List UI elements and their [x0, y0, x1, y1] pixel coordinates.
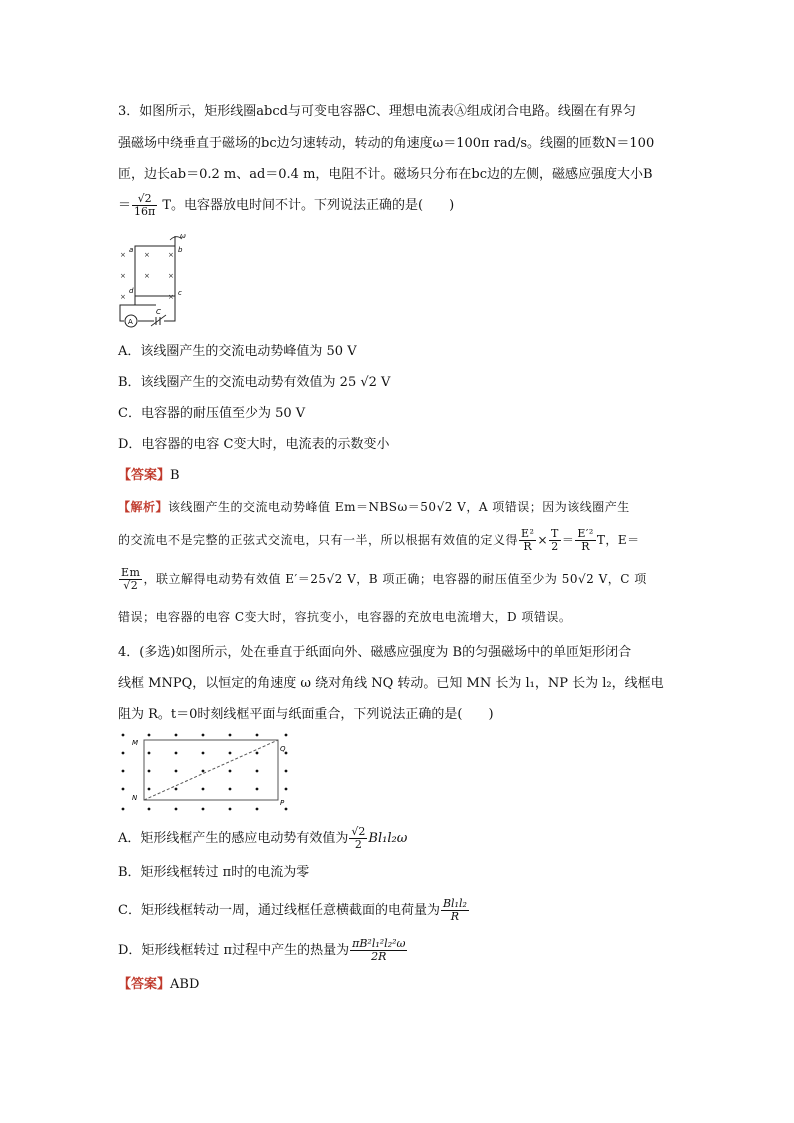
field-dot [229, 788, 232, 791]
q3-analysis-frac-4-den: √2 [123, 579, 139, 592]
q3-analysis-text-1: 该线圈产生的交流电动势峰值 Em＝NBSω＝50√2 V，A 项错误；因为该线圈产生 [168, 500, 630, 514]
q3-option-a: A．该线圈产生的交流电动势峰值为 50 V [118, 344, 357, 359]
q4-option-a [118, 826, 407, 851]
q4-option-d-text: D．矩形线框转过 π过程中产生的热量为 [118, 943, 350, 958]
q3-answer-label: 【答案】 [118, 468, 171, 483]
q4-option-c [118, 898, 470, 923]
q4-option-b: B．矩形线框转过 π时的电流为零 [118, 865, 310, 880]
corner-m-label: M [132, 739, 139, 747]
corner-b-label: b [178, 246, 183, 254]
field-dot [148, 788, 151, 791]
field-dot [175, 808, 178, 811]
field-cross: × [168, 251, 174, 259]
q3-analysis-text-3: ，联立解得电动势有效值 E′＝25√2 V，B 项正确；电容器的耐压值至少为 50√2 V，C 项 [143, 572, 647, 586]
field-dot [148, 808, 151, 811]
q3-stem-line-4-text: T。电容器放电时间不计。下列说法正确的是( ) [158, 198, 455, 213]
field-dot [285, 788, 288, 791]
q3-answer-value: B [170, 468, 180, 483]
field-dot [256, 808, 259, 811]
q3-analysis-eq: ＝ [561, 533, 575, 547]
q4-option-a-frac-den: 2 [354, 838, 362, 851]
q3-b-fraction-den: 16π [134, 205, 156, 218]
q3-analysis-frac-2 [549, 528, 561, 553]
q4-option-a-expr: Bl₁l₂ω [368, 831, 408, 846]
field-cross: × [168, 272, 174, 280]
ammeter-label: A [128, 318, 133, 326]
q4-frame-figure [118, 729, 298, 817]
field-dot [285, 808, 288, 811]
q4-option-a-frac-num: √2 [351, 825, 366, 838]
q3-analysis-text-2a: 的交流电不是完整的正弦式交流电，只有一半，所以根据有效值的定义得 [118, 533, 519, 547]
q4-option-a-frac [349, 826, 367, 851]
q3-analysis-frac-4-num: Em [121, 566, 141, 579]
field-dot [175, 752, 178, 755]
q3-analysis-times: × [537, 533, 549, 547]
field-dot [122, 808, 125, 811]
q3-analysis-line-3 [118, 567, 647, 592]
q4-option-c-frac [441, 898, 469, 923]
q4-option-c-frac-den: R [450, 910, 460, 923]
field-dot [256, 734, 259, 737]
q3-analysis-line-2 [118, 528, 640, 553]
corner-a-label: a [129, 246, 134, 254]
q4-option-c-text: C．矩形线框转动一周，通过线框任意横截面的电荷量为 [118, 903, 440, 918]
q4-option-a-text: A．矩形线框产生的感应电动势有效值为 [118, 831, 349, 846]
q3-option-c: C．电容器的耐压值至少为 50 V [118, 406, 306, 421]
field-cross: × [120, 251, 126, 259]
field-dot [122, 788, 125, 791]
field-dot [202, 808, 205, 811]
field-dot [285, 770, 288, 773]
q3-eq-sign: ＝ [118, 198, 132, 213]
q3-analysis-frac-2-num: T [551, 527, 559, 540]
field-dot [122, 770, 125, 773]
q4-option-c-frac-num: Bl₁l₂ [442, 897, 467, 910]
q4-answer-value: ABD [170, 977, 200, 992]
corner-p-label: P [280, 799, 285, 807]
field-dot [229, 808, 232, 811]
q3-analysis-frac-2-den: 2 [551, 540, 559, 553]
q3-analysis-text-2b: T，E＝ [596, 533, 640, 547]
corner-d-label: d [129, 287, 134, 295]
corner-c-label: c [178, 289, 182, 297]
q3-analysis-frac-3-num: E′² [577, 527, 594, 540]
field-dot [175, 734, 178, 737]
field-dot [122, 734, 125, 737]
q3-option-d: D．电容器的电容 C变大时，电流表的示数变小 [118, 437, 390, 452]
field-cross: × [144, 251, 150, 259]
field-cross: × [120, 293, 126, 301]
q3-stem-line-4 [118, 193, 454, 218]
omega-label: ω [180, 233, 186, 240]
field-dot [285, 734, 288, 737]
q4-answer-label: 【答案】 [118, 977, 171, 992]
field-cross: × [120, 272, 126, 280]
q3-analysis-line-4: 错误；电容器的电容 C变大时，容抗变小，电容器的充放电电流增大，D 项错误。 [118, 610, 572, 624]
field-dot [175, 770, 178, 773]
q4-option-d [118, 938, 408, 963]
q3-coil-figure [116, 233, 190, 328]
field-dot [122, 752, 125, 755]
field-dot [148, 770, 151, 773]
field-dot [202, 788, 205, 791]
q4-stem-line-3: 阻为 R。t＝0时刻线框平面与纸面重合，下列说法正确的是( ) [118, 707, 494, 722]
corner-q-label: Q [280, 745, 286, 753]
q3-analysis-frac-3 [575, 528, 595, 553]
q3-stem-line-1: 3．如图所示，矩形线圈abcd与可变电容器C、理想电流表Ⓐ组成闭合电路。线圈在有界匀 [118, 104, 636, 119]
q4-option-d-frac [350, 938, 407, 963]
field-dot [202, 734, 205, 737]
field-dot [229, 770, 232, 773]
field-dot [229, 752, 232, 755]
field-dot [202, 770, 205, 773]
q3-analysis-frac-4 [119, 567, 142, 592]
q3-analysis-frac-1-num: E² [521, 527, 535, 540]
q4-stem-line-1: 4．(多选)如图所示，处在垂直于纸面向外、磁感应强度为 B的匀强磁场中的单匝矩形闭合 [118, 645, 632, 660]
q3-answer [118, 467, 180, 485]
q3-b-fraction-num: √2 [132, 193, 157, 206]
field-dot [256, 788, 259, 791]
corner-n-label: N [132, 794, 138, 802]
field-cross: × [144, 272, 150, 280]
field-dot [229, 734, 232, 737]
q3-analysis-frac-1-den: R [523, 540, 533, 553]
q3-option-b: B．该线圈产生的交流电动势有效值为 25 √2 V [118, 375, 391, 390]
field-dot [148, 752, 151, 755]
q4-stem-line-2: 线框 MNPQ，以恒定的角速度 ω 绕对角线 NQ 转动。已知 MN 长为 l₁，NP 长为 l₂，线框电 [118, 676, 664, 691]
q3-analysis-frac-1 [519, 528, 536, 553]
field-cross: × [168, 293, 174, 301]
q4-option-d-frac-num: πB²l₁²l₂²ω [352, 937, 406, 950]
q3-stem-line-3: 匝，边长ab＝0.2 m、ad＝0.4 m，电阻不计。磁场只分布在bc边的左侧，磁感应强度大小B [118, 167, 653, 182]
q3-analysis-line-1 [118, 498, 630, 516]
field-dot [148, 734, 151, 737]
q3-analysis-label: 【解析】 [118, 500, 169, 514]
q4-option-d-frac-den: 2R [371, 950, 387, 963]
q4-answer [118, 976, 199, 994]
q3-analysis-frac-3-den: R [581, 540, 590, 553]
field-dot [256, 770, 259, 773]
q3-stem-line-2: 强磁场中绕垂直于磁场的bc边匀速转动，转动的角速度ω＝100π rad/s。线圈的匝数N＝100 [118, 136, 655, 151]
field-dot [175, 788, 178, 791]
capacitor-label: C [156, 308, 161, 316]
field-dot [256, 752, 259, 755]
field-dot [202, 752, 205, 755]
q3-b-fraction [132, 193, 157, 218]
